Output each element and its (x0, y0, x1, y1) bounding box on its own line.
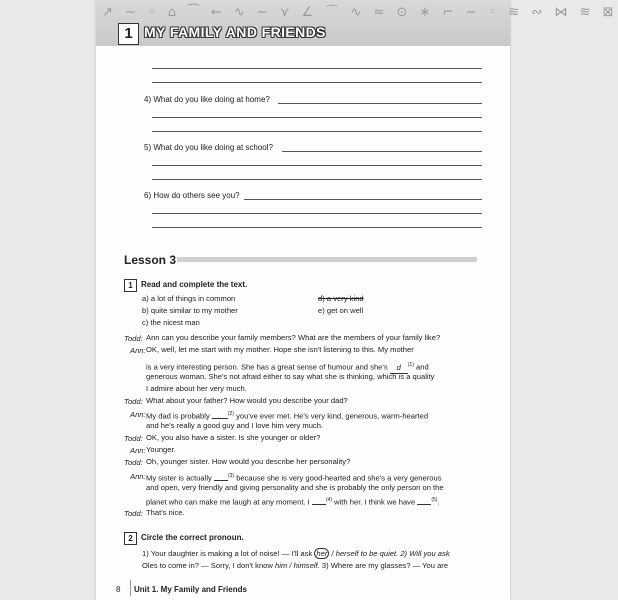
lesson-divider (177, 257, 477, 262)
answer-line[interactable] (152, 131, 482, 132)
question-5: 5) What do you like doing at school? (144, 143, 273, 152)
gap-mark: (3) (227, 473, 235, 479)
answer-line[interactable] (244, 199, 482, 200)
gap-mark: (4) (325, 497, 333, 503)
speaker-label: Todd: (124, 458, 143, 467)
exercise-text: Oles to come in? — Sorry, I don't know (142, 561, 275, 570)
circled-pronoun[interactable]: her (316, 549, 328, 558)
workbook-page (96, 0, 618, 600)
question-4: 4) What do you like doing at home? (144, 95, 270, 104)
answer-line[interactable] (152, 68, 482, 69)
dialogue-text: . (437, 497, 440, 507)
question-6: 6) How do others see you? (144, 191, 240, 200)
dialogue-line (146, 409, 428, 422)
dialogue-line (146, 495, 440, 508)
answer-line[interactable] (152, 82, 482, 83)
speaker-label: Todd: (124, 434, 143, 443)
option-c: c) the nicest man (142, 318, 200, 327)
unit-title: MY FAMILY AND FRIENDS (144, 24, 326, 40)
dialogue-line: What about your father? How would you describe your dad? (146, 396, 348, 405)
dialogue-line: and he's really a good guy and I love him very much. (146, 421, 324, 430)
gap-mark: (1) (407, 362, 414, 368)
option-a: a) a lot of things in common (142, 294, 236, 303)
dialogue-text: planet who can make me laugh at any moment. I (146, 497, 310, 507)
answer-line[interactable] (152, 179, 482, 180)
dialogue-text: and (413, 362, 429, 372)
dialogue-line: I admire about her very much. (146, 384, 247, 393)
exercise-line (142, 549, 450, 559)
dialogue-text: because she is very good-hearted and she's a very generous (234, 473, 442, 483)
task-2-number: 2 (124, 532, 137, 545)
dialogue-text: is a very interesting person. She has a great sense of humour and she's (146, 362, 388, 372)
unit-banner (96, 0, 618, 46)
answer-blank[interactable] (212, 418, 228, 419)
exercise-line (142, 561, 448, 571)
dialogue-text: My dad is probably (146, 411, 210, 421)
answer-blank[interactable] (417, 504, 431, 505)
task-2-title: Circle the correct pronoun. (141, 533, 244, 542)
dialogue-line: OK, you also have a sister. Is she younger or older? (146, 433, 321, 442)
banner-doodles: ↗ ∼ ◦ ⌂ ⁀ ← ∿ ~ ⋎ ∠ ⌒ ∿ ≈ ⊙ ∗ ⌐ ∼ ◦ ≋ ∾ ⋈ ≋ ⊠ (102, 5, 618, 20)
dialogue-line (146, 471, 442, 484)
answer-line[interactable] (152, 213, 482, 214)
speaker-label: Ann: (130, 346, 146, 355)
speaker-label: Todd: (124, 509, 143, 518)
dialogue-line: and open, very friendly and giving personality and she is probably the only person on the (146, 483, 444, 492)
gap-mark: (5) (431, 497, 438, 503)
speaker-label: Ann: (130, 446, 146, 455)
answer-line[interactable] (282, 151, 482, 152)
exercise-text: 1) Your daughter is making a lot of noise! — I'll ask (142, 549, 313, 558)
speaker-label: Ann: (130, 410, 146, 419)
answer-line[interactable] (278, 103, 482, 104)
footer-divider (130, 580, 131, 596)
answer-line[interactable] (152, 117, 482, 118)
answer-blank[interactable]: d (390, 363, 408, 374)
option-b: b) quite similar to my mother (142, 306, 238, 315)
option-e: e) get on well (318, 306, 364, 315)
exercise-text: . 3) Where are my glasses? — You are (317, 561, 449, 570)
dialogue-line: Ann can you describe your family members? What are the members of your family like? (146, 333, 441, 342)
exercise-text: / herself to be quiet. 2) Will you ask (329, 549, 450, 558)
lesson-title: Lesson 3 (124, 253, 177, 267)
gap-mark: (2) (227, 411, 234, 417)
unit-number: 1 (118, 23, 139, 45)
option-d-crossed: d) a very kind (318, 294, 364, 303)
dialogue-line: Oh, younger sister. How would you describe her personality? (146, 457, 351, 466)
dialogue-line: That's nice. (146, 508, 185, 517)
dialogue-line: generous woman. She's not afraid either to say what she is thinking, which is a quality (146, 372, 435, 381)
pronoun-options[interactable]: him / himself (275, 561, 318, 570)
dialogue-text: with her. I think we have (332, 497, 416, 507)
answer-line[interactable] (152, 165, 482, 166)
answer-blank[interactable] (312, 504, 326, 505)
speaker-label: Ann: (130, 472, 146, 481)
answer-line[interactable] (152, 227, 482, 228)
footer-unit-title: Unit 1. My Family and Friends (134, 585, 247, 594)
dialogue-text: My sister is actually (146, 473, 212, 483)
answer-blank[interactable] (214, 480, 228, 481)
task-1-number: 1 (124, 279, 137, 292)
task-1-title: Read and complete the text. (141, 280, 248, 289)
dialogue-text: you've ever met. He's very kind, generous, warm-hearted (234, 411, 429, 421)
speaker-label: Todd: (124, 397, 143, 406)
page-number: 8 (116, 585, 121, 594)
speaker-label: Todd: (124, 334, 143, 343)
dialogue-line: Younger. (146, 445, 176, 454)
dialogue-line: OK, well, let me start with my mother. Hope she isn't listening to this. My mother (146, 345, 414, 354)
